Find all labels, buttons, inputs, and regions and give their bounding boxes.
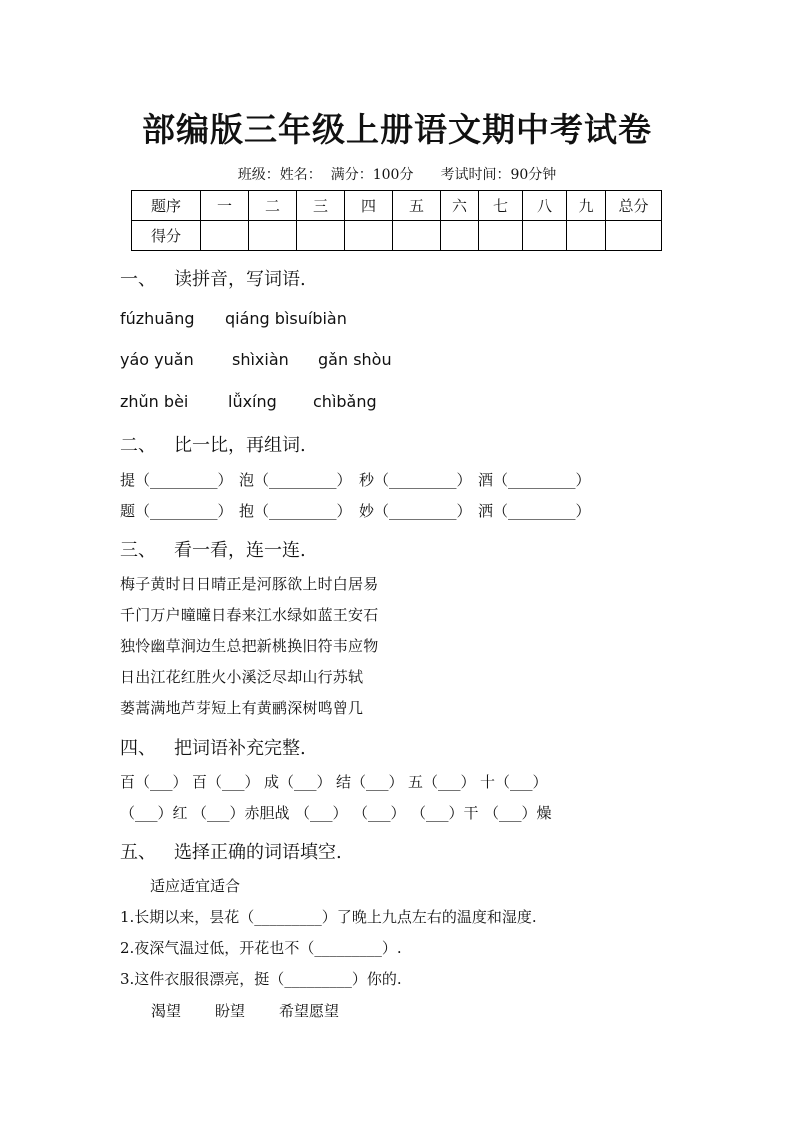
- pinyin-row-3: [120, 392, 520, 414]
- section-number: 三、: [120, 540, 156, 561]
- poem-line: 日出江花红胜火小溪泛尽却山行苏轼: [120, 668, 364, 686]
- score-cell: [345, 221, 393, 251]
- table-cell: 得分: [132, 221, 201, 251]
- compare-item: 提（_________）: [120, 471, 233, 489]
- score-cell: [249, 221, 297, 251]
- section-number: 五、: [120, 842, 156, 863]
- pinyin-item: qiáng bìsuíbiàn: [225, 309, 347, 328]
- pinyin-item: shìxiàn: [232, 350, 289, 369]
- table-cell: 六: [441, 191, 479, 221]
- pinyin-item: gǎn shòu: [318, 350, 392, 369]
- name-label: 姓名：: [279, 167, 322, 183]
- poem-line: 梅子黄时日日晴正是河豚欲上时白居易: [120, 575, 379, 593]
- section-text: 选择正确的词语填空.: [174, 842, 342, 863]
- question-3: 3.这件衣服很漂亮，挺（_________）你的.: [120, 970, 402, 988]
- pinyin-row-1: [120, 309, 520, 331]
- complete-item: 结（___）: [336, 773, 404, 791]
- pinyin-item: chìbǎng: [313, 392, 377, 411]
- score-table: [131, 190, 662, 251]
- table-cell: 四: [345, 191, 393, 221]
- table-cell: 三: [297, 191, 345, 221]
- section-heading-2: [120, 431, 306, 457]
- table-cell: 二: [249, 191, 297, 221]
- table-cell: 总分: [606, 191, 662, 221]
- question-2: 2.夜深气温过低，开花也不（_________）.: [120, 939, 402, 957]
- score-cell: [297, 221, 345, 251]
- pinyin-row-2: [120, 350, 520, 372]
- complete-item: （___）: [295, 804, 348, 822]
- pinyin-item: fúzhuāng: [120, 309, 195, 328]
- poem-line: 独怜幽草涧边生总把新桃换旧符韦应物: [120, 637, 379, 655]
- complete-item: 百（___）: [120, 773, 188, 791]
- complete-item: （___）红: [120, 804, 188, 822]
- full-score: 满分：100分: [330, 167, 414, 183]
- score-cell: [201, 221, 249, 251]
- compare-item: 洒（_________）: [478, 502, 591, 520]
- class-label: 班级：: [237, 167, 280, 183]
- table-cell: 九: [567, 191, 606, 221]
- word-option: 渴望: [151, 1002, 182, 1020]
- pinyin-item: lǚxíng: [228, 392, 277, 411]
- score-cell: [523, 221, 567, 251]
- complete-item: 五（___）: [408, 773, 476, 791]
- word-options-1: 适应适宜适合: [150, 877, 241, 895]
- score-cell: [567, 221, 606, 251]
- score-table-header-row: [132, 191, 662, 221]
- section-number: 一、: [120, 269, 156, 290]
- complete-item: （___）干: [411, 804, 479, 822]
- compare-row-2: [120, 500, 600, 520]
- table-cell: 八: [523, 191, 567, 221]
- compare-item: 妙（_________）: [359, 502, 472, 520]
- compare-item: 泡（_________）: [239, 471, 352, 489]
- question-1: 1.长期以来，昙花（_________）了晚上九点左右的温度和湿度.: [120, 908, 537, 926]
- compare-item: 秒（_________）: [359, 471, 472, 489]
- score-table-score-row: [132, 221, 662, 251]
- table-cell: 一: [201, 191, 249, 221]
- score-cell: [479, 221, 523, 251]
- complete-row-1: [120, 771, 580, 791]
- exam-info: [0, 164, 794, 184]
- complete-row-2: [120, 802, 580, 822]
- table-cell: 五: [393, 191, 441, 221]
- compare-item: 抱（_________）: [239, 502, 352, 520]
- complete-item: （___）赤胆战: [192, 804, 290, 822]
- complete-item: 十（___）: [480, 773, 548, 791]
- section-text: 比一比，再组词.: [174, 435, 306, 456]
- page-title: 部编版三年级上册语文期中考试卷: [142, 110, 652, 149]
- score-cell: [606, 221, 662, 251]
- poem-line: 蒌蒿满地芦芽短上有黄鹂深树鸣曾几: [120, 699, 364, 717]
- complete-item: （___）: [353, 804, 406, 822]
- word-option: 盼望: [215, 1002, 246, 1020]
- complete-item: 百（___）: [192, 773, 260, 791]
- compare-row-1: [120, 469, 600, 489]
- section-text: 读拼音，写词语.: [174, 269, 306, 290]
- compare-item: 酒（_________）: [478, 471, 591, 489]
- section-heading-3: [120, 536, 306, 562]
- poem-line: 千门万户曈曈日春来江水绿如蓝王安石: [120, 606, 379, 624]
- section-number: 四、: [120, 738, 156, 759]
- complete-item: （___）燥: [484, 804, 552, 822]
- pinyin-item: yáo yuǎn: [120, 350, 194, 369]
- section-text: 把词语补充完整.: [174, 738, 306, 759]
- exam-time: 考试时间：90分钟: [440, 167, 557, 183]
- word-options-2: [151, 1000, 411, 1020]
- compare-item: 题（_________）: [120, 502, 233, 520]
- section-heading-1: [120, 265, 306, 291]
- pinyin-item: zhǔn bèi: [120, 392, 189, 411]
- section-heading-4: [120, 734, 306, 760]
- section-heading-5: [120, 838, 342, 864]
- section-number: 二、: [120, 435, 156, 456]
- section-text: 看一看，连一连.: [174, 540, 306, 561]
- complete-item: 成（___）: [264, 773, 332, 791]
- table-cell: 题序: [132, 191, 201, 221]
- word-option: 希望愿望: [279, 1002, 340, 1020]
- score-cell: [393, 221, 441, 251]
- score-cell: [441, 221, 479, 251]
- table-cell: 七: [479, 191, 523, 221]
